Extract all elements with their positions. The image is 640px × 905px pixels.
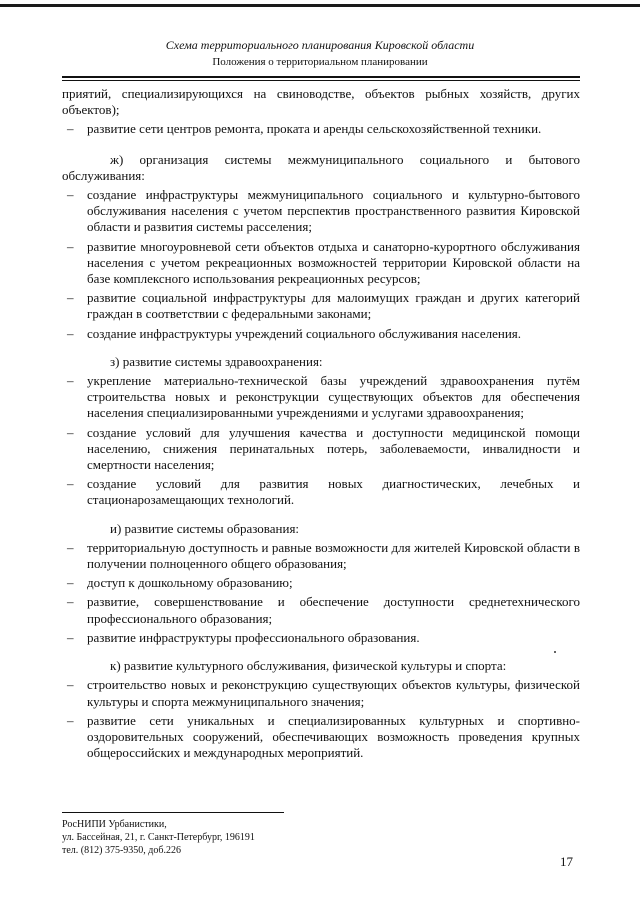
page-header <box>60 38 580 69</box>
list-item <box>62 290 580 322</box>
bullet-dash: – <box>67 325 74 341</box>
list-item <box>62 121 580 137</box>
bullet-dash: – <box>67 575 74 591</box>
list-item <box>62 594 580 626</box>
bullet-dash: – <box>67 629 74 645</box>
page-number: 17 <box>560 854 573 869</box>
footer-rule <box>62 812 284 813</box>
bullet-dash: – <box>67 290 74 306</box>
list-item-text: создание инфраструктуры межмуниципального социального и культурно-бытового обслуживания населения с учетом перспектив пространственного развития Кировской области и развития системы расселения; <box>87 187 580 235</box>
list-item-text: развитие, совершенствование и обеспечение доступности среднетехнического профессионального образования; <box>87 594 580 626</box>
list-item-text: развитие сети уникальных и специализированных культурных и спортивно-оздоровительных сооружений, обеспечивающих возможность проведения крупных общероссийских и международных мероприятий. <box>87 712 580 761</box>
list-item-text: создание инфраструктуры учреждений социального обслуживания населения. <box>87 325 522 341</box>
bullet-dash: – <box>67 594 74 610</box>
list-item <box>62 326 580 342</box>
page-body <box>62 86 580 761</box>
list-item-text: развитие многоуровневой сети объектов отдыха и санаторно-курортного обслуживания населения с учетом рекреационных возможностей территории Кировской области на базе комплексного использования рекреационных ресурсов; <box>87 238 580 287</box>
bullet-dash: – <box>67 539 74 555</box>
document-title: Схема территориального планирования Кировской области <box>165 38 475 52</box>
list-item-text: развитие инфраструктуры профессионального образования. <box>87 629 420 645</box>
list-item-text: создание условий для улучшения качества и доступности медицинской помощи населению, снижения перинатальных потерь, заболеваемости, инвалидности и смертности населения; <box>87 424 580 473</box>
list-item <box>62 187 580 236</box>
document-subtitle: Положения о территориальном планировании <box>212 56 428 68</box>
list-item <box>62 373 580 422</box>
top-border-rule <box>0 4 640 7</box>
footer-org: РосНИПИ Урбанистики, <box>62 819 167 830</box>
section-heading-zh: ж) организация системы межмуниципального социального и бытового обслуживания: <box>62 151 580 183</box>
bullet-dash: – <box>67 238 74 254</box>
footer-street: ул. Бассейная, 21, г. Санкт-Петербург, 196191 <box>62 832 255 843</box>
list-item <box>62 677 580 709</box>
bullet-dash: – <box>67 712 74 728</box>
continuation-paragraph: приятий, специализирующихся на свиноводстве, объектов рыбных хозяйств, других объектов); <box>62 86 580 118</box>
list-item <box>62 630 580 646</box>
list-item-text: развитие социальной инфраструктуры для малоимущих граждан и других категорий граждан в соответствии с федеральными законами; <box>87 290 580 322</box>
list-item <box>62 239 580 288</box>
bullet-dash: – <box>67 121 74 137</box>
scan-speck <box>554 651 556 653</box>
list-item-text: территориальную доступность и равные возможности для жителей Кировской области в получении полноценного общего образования; <box>87 539 580 572</box>
section-heading-i: и) развитие системы образования: <box>110 520 300 536</box>
list-item-text: развитие сети центров ремонта, проката и аренды сельскохозяйственной техники. <box>87 121 542 137</box>
bullet-dash: – <box>67 677 74 693</box>
header-divider <box>62 76 580 81</box>
bullet-dash: – <box>67 373 74 389</box>
section-heading-z: з) развитие системы здравоохранения: <box>110 353 323 369</box>
list-item <box>62 540 580 572</box>
list-item <box>62 425 580 474</box>
footer-address <box>62 818 255 857</box>
bullet-dash: – <box>67 476 74 492</box>
list-item <box>62 476 580 508</box>
list-item-text: создание условий для развития новых диагностических, лечебных и стационарозамещающих технологий. <box>87 476 580 508</box>
list-item <box>62 575 580 591</box>
bullet-dash: – <box>67 187 74 203</box>
list-item-text: укрепление материально-технической базы учреждений здравоохранения путём строительства новых и реконструкции существующих объектов для обеспечения населения специализированными учреждениями и услугами здравоохранения; <box>87 373 580 421</box>
section-heading-k: к) развитие культурного обслуживания, физической культуры и спорта: <box>110 658 507 674</box>
list-item-text: строительство новых и реконструкцию существующих объектов культуры, физической культуры и спорта межмуниципального значения; <box>87 677 580 709</box>
list-item-text: доступ к дошкольному образованию; <box>87 575 293 591</box>
list-item <box>62 713 580 762</box>
bullet-dash: – <box>67 424 74 440</box>
footer-phone: тел. (812) 375-9350, доб.226 <box>62 845 181 856</box>
